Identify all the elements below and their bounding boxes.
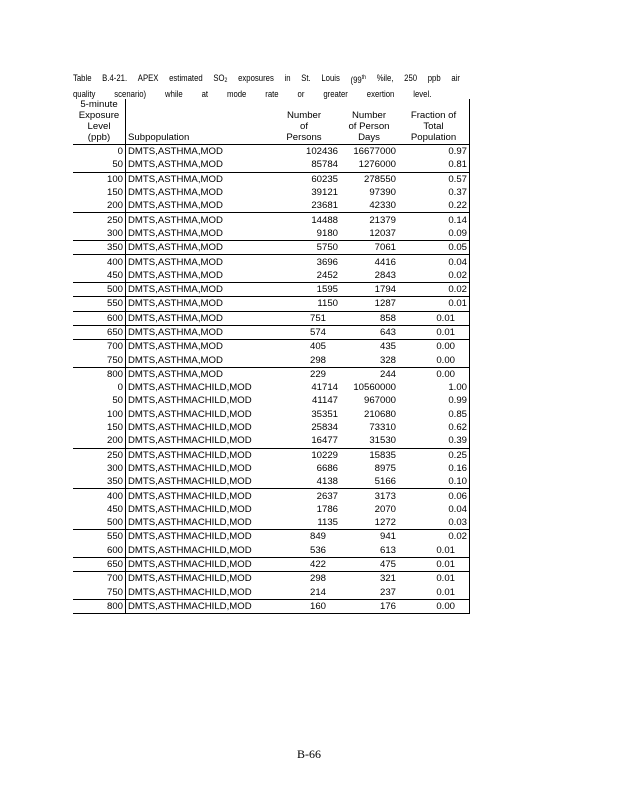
cell-number-of-person-days: 613 <box>379 544 396 556</box>
cell-exposure-level: 450 <box>106 269 123 281</box>
table-row <box>73 448 470 462</box>
cell-fraction-of-population: 0.02 <box>398 530 470 544</box>
cell-number-of-persons: 1135 <box>317 517 338 529</box>
cell-number-of-person-days: 967000 <box>363 395 396 407</box>
cell-number-of-persons: 35351 <box>311 408 338 420</box>
cell-subpopulation: DMTS,ASTHMA,MOD <box>126 172 269 186</box>
cell-fraction-of-population: 0.09 <box>398 227 470 241</box>
caption-word: level. <box>413 89 432 99</box>
cell-number-of-persons: 23681 <box>311 200 338 212</box>
caption-word: Louis <box>321 73 340 83</box>
cell-fraction-of-population: 1.00 <box>398 381 470 394</box>
cell-number-of-persons: 10229 <box>268 448 340 462</box>
cell-fraction-of-population: 0.37 <box>398 186 470 199</box>
cell-number-of-person-days: 42330 <box>369 200 396 212</box>
caption-word: greater <box>323 89 348 99</box>
cell-number-of-person-days: 16677000 <box>353 146 396 158</box>
cell-number-of-person-days: 278550 <box>340 172 398 186</box>
cell-number-of-persons: 9180 <box>316 227 338 239</box>
header-fraction-of-population: Fraction of Total Population <box>398 99 470 145</box>
cell-number-of-person-days: 3173 <box>340 489 398 503</box>
cell-number-of-person-days: 4416 <box>340 255 398 269</box>
cell-exposure-level: 150 <box>106 422 123 434</box>
cell-fraction-of-population: 0.04 <box>398 255 470 269</box>
cell-exposure-level: 100 <box>73 172 126 186</box>
cell-exposure-level: 500 <box>73 282 126 296</box>
cell-subpopulation: DMTS,ASTHMACHILD,MOD <box>126 381 269 394</box>
caption-word: exposures <box>238 73 274 83</box>
caption-word: at <box>201 89 209 99</box>
cell-number-of-persons: 422 <box>268 557 340 571</box>
cell-number-of-persons: 41147 <box>312 395 338 407</box>
superscript-th: th <box>361 75 367 81</box>
cell-exposure-level: 500 <box>106 517 123 529</box>
cell-exposure-level: 250 <box>73 448 126 462</box>
cell-fraction-of-population: 0.10 <box>398 475 470 489</box>
cell-subpopulation: DMTS,ASTHMA,MOD <box>126 199 269 213</box>
cell-fraction-of-population: 0.02 <box>398 269 470 283</box>
table-row <box>73 297 470 311</box>
cell-subpopulation: DMTS,ASTHMACHILD,MOD <box>126 462 269 475</box>
cell-number-of-person-days: 8975 <box>374 462 396 474</box>
table-row <box>73 282 470 296</box>
cell-fraction-of-population: 0.01 <box>398 572 470 586</box>
table-row <box>73 158 470 172</box>
table-row <box>73 199 470 213</box>
cell-number-of-person-days: 7061 <box>340 241 398 255</box>
table-row <box>73 421 470 434</box>
cell-exposure-level: 750 <box>106 586 123 598</box>
cell-fraction-of-population: 0.04 <box>398 503 470 516</box>
cell-exposure-level: 0 <box>117 146 123 158</box>
cell-number-of-person-days: 2843 <box>374 269 396 281</box>
cell-number-of-person-days: 328 <box>379 354 396 366</box>
cell-exposure-level: 250 <box>73 213 126 227</box>
table-row <box>73 186 470 199</box>
cell-exposure-level: 800 <box>73 367 126 381</box>
cell-fraction-of-population: 0.14 <box>398 213 470 227</box>
page-number: B-66 <box>297 747 321 761</box>
caption-word: St. <box>301 73 311 83</box>
cell-number-of-persons: 536 <box>309 544 326 556</box>
cell-number-of-person-days: 321 <box>340 572 398 586</box>
cell-number-of-persons: 85784 <box>311 159 338 171</box>
cell-number-of-person-days: 1272 <box>374 517 396 529</box>
cell-fraction-of-population: 0.85 <box>398 408 470 421</box>
cell-subpopulation: DMTS,ASTHMA,MOD <box>126 367 269 381</box>
cell-fraction-of-population: 0.16 <box>398 462 470 475</box>
cell-number-of-person-days: 858 <box>340 311 398 325</box>
cell-subpopulation: DMTS,ASTHMACHILD,MOD <box>126 586 269 600</box>
caption-line-1 <box>73 72 460 88</box>
cell-number-of-persons: 60235 <box>268 172 340 186</box>
cell-number-of-persons: 405 <box>268 340 340 354</box>
cell-subpopulation: DMTS,ASTHMA,MOD <box>126 145 269 159</box>
table-row <box>73 255 470 269</box>
cell-exposure-level: 50 <box>112 159 123 171</box>
table-row <box>73 503 470 516</box>
caption-word: Table <box>73 73 92 83</box>
cell-number-of-person-days: 176 <box>340 599 398 613</box>
cell-number-of-persons: 41714 <box>311 382 338 394</box>
caption-word: (99th <box>350 75 367 85</box>
cell-number-of-person-days: 237 <box>379 586 396 598</box>
table-row <box>73 516 470 530</box>
cell-exposure-level: 150 <box>106 187 123 199</box>
cell-number-of-persons: 6686 <box>316 462 338 474</box>
cell-exposure-level: 550 <box>73 297 126 311</box>
cell-subpopulation: DMTS,ASTHMA,MOD <box>126 227 269 241</box>
cell-subpopulation: DMTS,ASTHMA,MOD <box>126 353 269 367</box>
cell-exposure-level: 550 <box>73 530 126 544</box>
cell-exposure-level: 350 <box>73 241 126 255</box>
cell-exposure-level: 200 <box>106 435 123 447</box>
cell-number-of-person-days: 10560000 <box>353 382 396 394</box>
cell-number-of-persons: 574 <box>268 325 340 339</box>
cell-number-of-person-days: 210680 <box>363 408 396 420</box>
cell-fraction-of-population: 0.03 <box>398 516 470 530</box>
cell-number-of-persons: 849 <box>268 530 340 544</box>
cell-fraction-of-population: 0.25 <box>398 448 470 462</box>
caption-word: APEX <box>137 73 159 83</box>
cell-fraction-of-population: 0.06 <box>398 489 470 503</box>
cell-exposure-level: 750 <box>106 354 123 366</box>
cell-number-of-person-days: 97390 <box>369 187 396 199</box>
cell-fraction-of-population: 0.02 <box>398 282 470 296</box>
caption-word: while <box>165 89 183 99</box>
caption-word: air <box>451 73 460 83</box>
table-row <box>73 227 470 241</box>
cell-exposure-level: 450 <box>106 503 123 515</box>
caption-word: exertion <box>366 89 395 99</box>
cell-number-of-person-days: 244 <box>340 367 398 381</box>
cell-exposure-level: 650 <box>73 325 126 339</box>
table-row <box>73 434 470 448</box>
cell-number-of-person-days: 12037 <box>369 227 396 239</box>
caption-word: in <box>284 73 291 83</box>
cell-number-of-persons: 16477 <box>311 435 338 447</box>
cell-exposure-level: 700 <box>73 340 126 354</box>
cell-fraction-of-population: 0.01 <box>398 544 470 558</box>
header-subpopulation: Subpopulation <box>126 99 269 145</box>
cell-subpopulation: DMTS,ASTHMACHILD,MOD <box>126 489 269 503</box>
table-row <box>73 381 470 394</box>
table-row <box>73 340 470 354</box>
table-row <box>73 241 470 255</box>
cell-exposure-level: 400 <box>73 255 126 269</box>
table-row <box>73 599 470 613</box>
cell-number-of-person-days: 1287 <box>340 297 398 311</box>
cell-subpopulation: DMTS,ASTHMACHILD,MOD <box>126 557 269 571</box>
cell-fraction-of-population: 0.00 <box>398 599 470 613</box>
cell-number-of-persons: 2637 <box>268 489 340 503</box>
cell-number-of-persons: 1150 <box>268 297 340 311</box>
cell-subpopulation: DMTS,ASTHMA,MOD <box>126 297 269 311</box>
table-row <box>73 572 470 586</box>
caption-word: scenario) <box>114 89 147 99</box>
table-row <box>73 489 470 503</box>
cell-subpopulation: DMTS,ASTHMACHILD,MOD <box>126 394 269 407</box>
cell-exposure-level: 600 <box>106 544 123 556</box>
cell-fraction-of-population: 0.01 <box>398 586 470 600</box>
cell-fraction-of-population: 0.57 <box>398 172 470 186</box>
cell-fraction-of-population: 0.05 <box>398 241 470 255</box>
cell-subpopulation: DMTS,ASTHMACHILD,MOD <box>126 448 269 462</box>
table-row <box>73 213 470 227</box>
cell-number-of-person-days: 941 <box>340 530 398 544</box>
cell-number-of-persons: 229 <box>268 367 340 381</box>
cell-exposure-level: 50 <box>112 395 123 407</box>
cell-exposure-level: 300 <box>106 227 123 239</box>
cell-subpopulation: DMTS,ASTHMACHILD,MOD <box>126 503 269 516</box>
header-number-of-persons: Number of Persons <box>268 99 340 145</box>
cell-exposure-level: 400 <box>73 489 126 503</box>
table-row <box>73 530 470 544</box>
table-row <box>73 462 470 475</box>
cell-number-of-person-days: 435 <box>340 340 398 354</box>
cell-subpopulation: DMTS,ASTHMACHILD,MOD <box>126 434 269 448</box>
exposure-table <box>73 99 470 614</box>
cell-exposure-level: 0 <box>117 382 123 394</box>
cell-exposure-level: 200 <box>106 200 123 212</box>
cell-exposure-level: 800 <box>73 599 126 613</box>
cell-number-of-person-days: 31530 <box>369 435 396 447</box>
table-row <box>73 172 470 186</box>
cell-subpopulation: DMTS,ASTHMA,MOD <box>126 325 269 339</box>
cell-number-of-person-days: 643 <box>340 325 398 339</box>
cell-exposure-level: 100 <box>106 408 123 420</box>
cell-subpopulation: DMTS,ASTHMA,MOD <box>126 282 269 296</box>
cell-number-of-persons: 14488 <box>268 213 340 227</box>
table-row <box>73 544 470 558</box>
cell-number-of-person-days: 475 <box>340 557 398 571</box>
cell-number-of-persons: 214 <box>309 586 326 598</box>
cell-fraction-of-population: 0.22 <box>398 199 470 213</box>
cell-number-of-persons: 5750 <box>268 241 340 255</box>
cell-number-of-persons: 25834 <box>311 422 338 434</box>
cell-fraction-of-population: 0.00 <box>398 353 470 367</box>
cell-number-of-person-days: 1276000 <box>358 159 396 171</box>
caption-word: $SO_2$ <box>213 73 228 84</box>
table-row <box>73 269 470 283</box>
cell-subpopulation: DMTS,ASTHMACHILD,MOD <box>126 516 269 530</box>
cell-subpopulation: DMTS,ASTHMA,MOD <box>126 340 269 354</box>
caption-word: 250 <box>404 73 418 83</box>
table-body <box>73 145 470 614</box>
table-row <box>73 394 470 407</box>
cell-number-of-persons: 298 <box>268 572 340 586</box>
cell-number-of-persons: 3696 <box>268 255 340 269</box>
table-row <box>73 408 470 421</box>
cell-fraction-of-population: 0.99 <box>398 394 470 407</box>
cell-fraction-of-population: 0.62 <box>398 421 470 434</box>
cell-subpopulation: DMTS,ASTHMACHILD,MOD <box>126 544 269 558</box>
table-row <box>73 145 470 159</box>
table-row <box>73 325 470 339</box>
cell-fraction-of-population: 0.01 <box>398 557 470 571</box>
cell-number-of-persons: 160 <box>268 599 340 613</box>
cell-fraction-of-population: 0.01 <box>398 311 470 325</box>
cell-fraction-of-population: 0.00 <box>398 340 470 354</box>
cell-exposure-level: 650 <box>73 557 126 571</box>
cell-subpopulation: DMTS,ASTHMA,MOD <box>126 213 269 227</box>
header-number-of-person-days: Number of Person Days <box>340 99 398 145</box>
cell-subpopulation: DMTS,ASTHMA,MOD <box>126 186 269 199</box>
cell-number-of-person-days: 21379 <box>340 213 398 227</box>
caption-word: or <box>297 89 305 99</box>
table-row <box>73 586 470 600</box>
cell-number-of-persons: 39121 <box>311 187 338 199</box>
cell-subpopulation: DMTS,ASTHMACHILD,MOD <box>126 572 269 586</box>
table-row <box>73 311 470 325</box>
cell-number-of-persons: 102436 <box>305 146 338 158</box>
caption-word: %ile, <box>376 73 394 83</box>
cell-subpopulation: DMTS,ASTHMA,MOD <box>126 241 269 255</box>
cell-subpopulation: DMTS,ASTHMACHILD,MOD <box>126 599 269 613</box>
caption-word: mode <box>226 89 247 99</box>
table-caption <box>73 72 460 101</box>
cell-number-of-persons: 1595 <box>268 282 340 296</box>
cell-subpopulation: DMTS,ASTHMACHILD,MOD <box>126 530 269 544</box>
subscript-2: 2 <box>224 78 228 84</box>
caption-word: estimated <box>169 73 203 83</box>
cell-number-of-person-days: 15835 <box>340 448 398 462</box>
cell-exposure-level: 300 <box>106 462 123 474</box>
cell-subpopulation: DMTS,ASTHMA,MOD <box>126 269 269 283</box>
cell-fraction-of-population: 0.39 <box>398 434 470 448</box>
cell-subpopulation: DMTS,ASTHMACHILD,MOD <box>126 475 269 489</box>
cell-number-of-person-days: 1794 <box>340 282 398 296</box>
caption-word: quality <box>73 89 96 99</box>
cell-fraction-of-population: 0.00 <box>398 367 470 381</box>
cell-fraction-of-population: 0.01 <box>398 325 470 339</box>
cell-number-of-persons: 298 <box>309 354 326 366</box>
cell-number-of-persons: 1786 <box>316 503 338 515</box>
cell-exposure-level: 350 <box>106 476 123 488</box>
table-row <box>73 353 470 367</box>
cell-fraction-of-population: 0.01 <box>398 297 470 311</box>
cell-subpopulation: DMTS,ASTHMACHILD,MOD <box>126 421 269 434</box>
cell-subpopulation: DMTS,ASTHMA,MOD <box>126 158 269 172</box>
cell-number-of-person-days: 2070 <box>374 503 396 515</box>
cell-number-of-person-days: 5166 <box>374 476 396 488</box>
cell-subpopulation: DMTS,ASTHMA,MOD <box>126 255 269 269</box>
cell-fraction-of-population: 0.81 <box>398 158 470 172</box>
cell-number-of-persons: 4138 <box>316 476 338 488</box>
caption-word: rate <box>265 89 279 99</box>
header-exposure-level: 5-minute Exposure Level (ppb) <box>73 99 126 145</box>
table-row <box>73 557 470 571</box>
table-header-row <box>73 99 470 145</box>
cell-exposure-level: 700 <box>73 572 126 586</box>
cell-subpopulation: DMTS,ASTHMA,MOD <box>126 311 269 325</box>
caption-word: ppb <box>427 73 441 83</box>
cell-fraction-of-population: 0.97 <box>398 145 470 159</box>
table-row <box>73 367 470 381</box>
table-row <box>73 475 470 489</box>
cell-number-of-person-days: 73310 <box>369 422 396 434</box>
caption-word: B.4-21. <box>102 73 128 83</box>
cell-number-of-persons: 2452 <box>316 269 338 281</box>
cell-subpopulation: DMTS,ASTHMACHILD,MOD <box>126 408 269 421</box>
cell-exposure-level: 600 <box>73 311 126 325</box>
cell-number-of-persons: 751 <box>268 311 340 325</box>
